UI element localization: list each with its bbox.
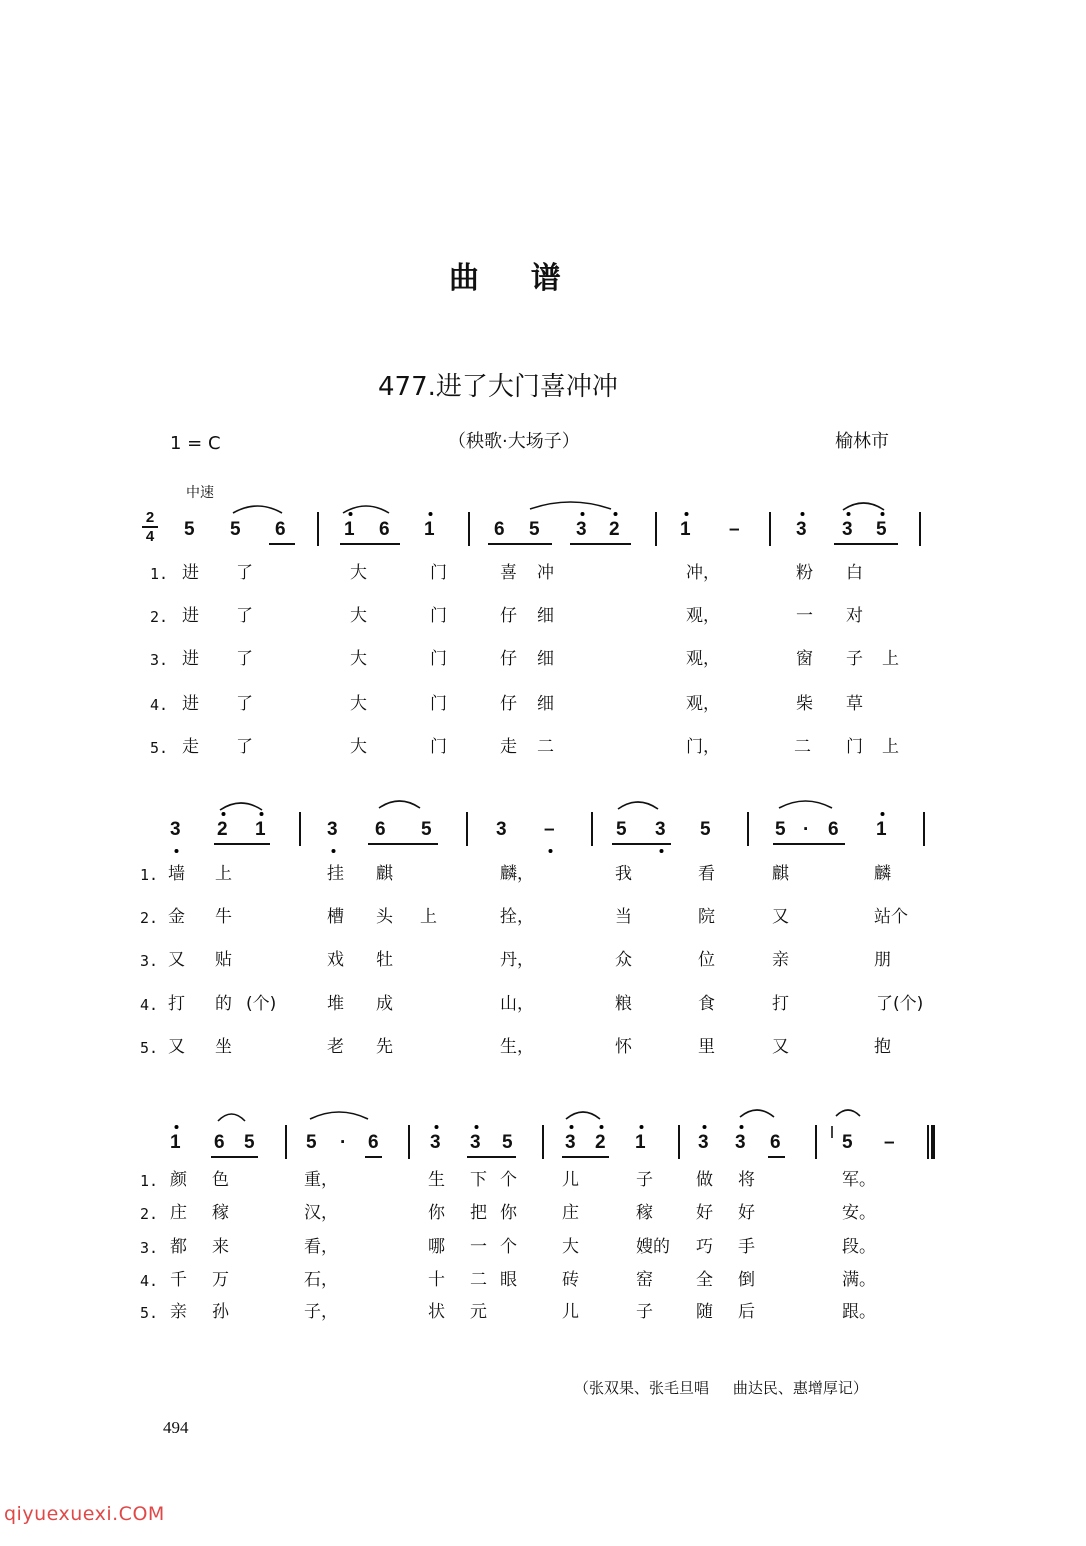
- score-note: ·: [340, 1132, 347, 1153]
- slur-arc: [843, 503, 884, 510]
- watermark: qiyuexuexi.COM: [4, 1503, 165, 1525]
- score-note: 5: [842, 1132, 853, 1153]
- lyric-syllable: 仔: [500, 606, 517, 626]
- lyric-syllable: 对: [846, 606, 863, 626]
- lyric-syllable: 位: [698, 950, 715, 970]
- lyric-syllable: 仔: [500, 694, 517, 714]
- lyric-syllable: 丹，: [500, 950, 534, 970]
- score-note: 3: [796, 519, 807, 540]
- lyric-syllable: 众: [615, 950, 632, 970]
- score-note: 3: [170, 819, 181, 840]
- lyric-syllable: 大: [350, 737, 367, 757]
- score-note: 3: [735, 1132, 746, 1153]
- lyric-syllable: 看，: [304, 1237, 338, 1257]
- verse-number: 3.: [150, 651, 169, 669]
- lyric-syllable: 庄: [562, 1203, 579, 1223]
- lyric-syllable: 汉，: [304, 1203, 338, 1223]
- lyric-syllable: 进: [182, 606, 199, 626]
- lyric-syllable: 牛: [215, 907, 232, 927]
- score-note: 5: [244, 1132, 255, 1153]
- score-note: 5: [502, 1132, 513, 1153]
- score-note: 1: [680, 519, 691, 540]
- lyric-syllable: 了: [236, 694, 253, 714]
- score-note: 6: [375, 819, 386, 840]
- slur-arc: [220, 803, 262, 810]
- verse-number: 1.: [140, 1172, 159, 1190]
- lyric-syllable: 走: [182, 737, 199, 757]
- lyric-syllable: 门: [430, 737, 447, 757]
- score-note: 5: [306, 1132, 317, 1153]
- lyric-syllable: 山，: [500, 994, 534, 1014]
- lyric-syllable: 挂: [327, 864, 344, 884]
- lyric-syllable: 麟，: [500, 864, 534, 884]
- score-note: 5: [876, 519, 887, 540]
- octave-dot-high: [475, 1125, 479, 1129]
- slur-arc: [310, 1112, 368, 1119]
- lyric-syllable: 上: [215, 864, 232, 884]
- lyric-syllable: 粮: [615, 994, 632, 1014]
- lyric-syllable: 进: [182, 649, 199, 669]
- lyric-syllable: 儿: [562, 1170, 579, 1190]
- lyric-syllable: 我: [615, 864, 632, 884]
- lyric-syllable: 子，: [304, 1302, 338, 1322]
- lyric-syllable: 贴: [215, 950, 232, 970]
- lyric-syllable: 好: [738, 1203, 755, 1223]
- lyric-syllable: 又: [772, 1037, 789, 1057]
- lyric-syllable: 成: [376, 994, 393, 1014]
- song-region: 榆林市: [835, 431, 889, 452]
- verse-number: 2.: [150, 608, 169, 626]
- lyric-syllable: 安。: [842, 1203, 876, 1223]
- lyric-syllable: 下: [470, 1170, 487, 1190]
- slur-arc: [740, 1110, 774, 1117]
- lyric-syllable: 院: [698, 907, 715, 927]
- octave-dot-high: [847, 512, 851, 516]
- score-note: 2: [609, 519, 620, 540]
- slur-arc: [779, 801, 832, 808]
- lyric-syllable: 大: [350, 694, 367, 714]
- octave-dot-high: [703, 1125, 707, 1129]
- verse-number: 5.: [140, 1039, 159, 1057]
- lyric-syllable: 上: [882, 649, 899, 669]
- score-note: 1: [344, 519, 355, 540]
- fermata-arc: [836, 1110, 860, 1116]
- verse-number: 3.: [140, 1239, 159, 1257]
- score-note: 3: [496, 819, 507, 840]
- performer-credit: （张双果、张毛旦唱 曲达民、惠增厚记）: [574, 1379, 868, 1397]
- lyric-syllable: 稼: [636, 1203, 653, 1223]
- lyric-syllable: 打: [772, 994, 789, 1014]
- score-note: ·: [803, 819, 810, 840]
- octave-dot-high: [640, 1125, 644, 1129]
- lyric-syllable: 大: [350, 649, 367, 669]
- lyric-syllable: 粉: [796, 563, 813, 583]
- lyric-syllable: 好: [696, 1203, 713, 1223]
- score-note: 5: [184, 519, 195, 540]
- lyric-syllable: 墙: [168, 864, 185, 884]
- lyric-syllable: 军。: [842, 1170, 876, 1190]
- lyric-syllable: 冲，: [686, 563, 720, 583]
- lyric-syllable: 万: [212, 1270, 229, 1290]
- lyric-syllable: 门，: [686, 737, 720, 757]
- lyric-syllable: 哪: [428, 1237, 445, 1257]
- lyric-syllable: 手: [738, 1237, 755, 1257]
- score-note: 3: [842, 519, 853, 540]
- lyric-syllable: 窑: [636, 1270, 653, 1290]
- lyric-syllable: 老: [327, 1037, 344, 1057]
- score-note: 5: [616, 819, 627, 840]
- lyric-syllable: 草: [846, 694, 863, 714]
- score-note: 3: [655, 819, 666, 840]
- lyric-syllable: 牡: [376, 950, 393, 970]
- lyric-syllable: 观，: [686, 694, 720, 714]
- verse-number: 5.: [140, 1304, 159, 1322]
- lyric-syllable: 走: [500, 737, 517, 757]
- score-note: 3: [698, 1132, 709, 1153]
- song-title: 477.进了大门喜冲冲: [378, 372, 618, 402]
- slur-arc: [343, 506, 389, 513]
- verse-number: 4.: [150, 696, 169, 714]
- lyric-syllable: 你: [500, 1203, 517, 1223]
- octave-dot-high: [570, 1125, 574, 1129]
- lyric-syllable: 个: [500, 1237, 517, 1257]
- lyric-syllable: 白: [846, 563, 863, 583]
- lyric-syllable: 了: [236, 649, 253, 669]
- lyric-syllable: 元: [470, 1302, 487, 1322]
- lyric-syllable: 生，: [500, 1037, 534, 1057]
- lyric-syllable: 门: [430, 606, 447, 626]
- score-note: 2: [217, 819, 228, 840]
- lyric-syllable: 十: [428, 1270, 445, 1290]
- lyric-syllable: 拴，: [500, 907, 534, 927]
- lyric-syllable: 亲: [170, 1302, 187, 1322]
- score-note: 6: [368, 1132, 379, 1153]
- octave-dot-high: [222, 812, 226, 816]
- octave-dot-high: [175, 1125, 179, 1129]
- lyric-syllable: 随: [696, 1302, 713, 1322]
- lyric-syllable: 你: [428, 1203, 445, 1223]
- time-signature-top: 2: [145, 509, 155, 526]
- lyric-syllable: 段。: [842, 1237, 876, 1257]
- score-note: 1: [255, 819, 266, 840]
- lyric-syllable: 嫂的: [636, 1237, 670, 1257]
- lyric-syllable: 都: [170, 1237, 187, 1257]
- lyric-syllable: 又: [168, 950, 185, 970]
- octave-dot-low: [660, 849, 664, 853]
- lyric-syllable: 子: [636, 1170, 653, 1190]
- lyric-syllable: 生: [428, 1170, 445, 1190]
- score-note: –: [884, 1132, 895, 1153]
- lyric-syllable: 进: [182, 563, 199, 583]
- slur-arc: [618, 802, 658, 809]
- score-note: 1: [170, 1132, 181, 1153]
- lyric-syllable: 子: [846, 649, 863, 669]
- slur-arc: [233, 506, 282, 513]
- lyric-syllable: 观，: [686, 606, 720, 626]
- score-note: 2: [595, 1132, 606, 1153]
- lyric-syllable: 大: [562, 1237, 579, 1257]
- lyric-syllable: 做: [696, 1170, 713, 1190]
- key-signature: 1 = C: [170, 433, 221, 454]
- verse-number: 1.: [150, 565, 169, 583]
- octave-dot-high: [349, 512, 353, 516]
- score-note: 3: [470, 1132, 481, 1153]
- lyric-syllable: 跟。: [842, 1302, 876, 1322]
- slur-arc: [218, 1114, 245, 1121]
- lyric-syllable: 大: [350, 606, 367, 626]
- verse-number: 4.: [140, 1272, 159, 1290]
- score-note: 5: [700, 819, 711, 840]
- lyric-syllable: 进: [182, 694, 199, 714]
- lyric-syllable: 柴: [796, 694, 813, 714]
- lyric-syllable: 满。: [842, 1270, 876, 1290]
- verse-number: 5.: [150, 739, 169, 757]
- lyric-syllable: 朋: [874, 950, 891, 970]
- score-note: 6: [770, 1132, 781, 1153]
- song-genre: （秧歌·大场子）: [448, 431, 580, 452]
- octave-dot-high: [614, 512, 618, 516]
- lyric-syllable: 全: [696, 1270, 713, 1290]
- lyric-syllable: 堆: [327, 994, 344, 1014]
- lyric-syllable: 上: [420, 907, 437, 927]
- lyric-syllable: 稼: [212, 1203, 229, 1223]
- octave-dot-high: [685, 512, 689, 516]
- lyric-syllable: 色: [212, 1170, 229, 1190]
- lyric-syllable: 头: [376, 907, 393, 927]
- page-number: 494: [163, 1418, 189, 1437]
- lyric-syllable: 石，: [304, 1270, 338, 1290]
- lyric-syllable: 门: [430, 563, 447, 583]
- score-note: 1: [876, 819, 887, 840]
- lyric-syllable: 看: [698, 864, 715, 884]
- lyric-syllable: 一: [470, 1237, 487, 1257]
- lyric-syllable: 后: [738, 1302, 755, 1322]
- lyric-syllable: 巧: [696, 1237, 713, 1257]
- verse-number: 1.: [140, 866, 159, 884]
- lyric-syllable: 当: [615, 907, 632, 927]
- octave-dot-high: [881, 512, 885, 516]
- verse-number: 2.: [140, 909, 159, 927]
- lyric-syllable: 戏: [327, 950, 344, 970]
- octave-dot-high: [801, 512, 805, 516]
- lyric-syllable: 站个: [874, 907, 908, 927]
- slur-arc: [566, 1112, 600, 1119]
- score-note: –: [544, 819, 555, 840]
- lyric-syllable: 先: [376, 1037, 393, 1057]
- score-note: 5: [775, 819, 786, 840]
- lyric-syllable: 里: [698, 1037, 715, 1057]
- lyric-syllable: 二: [470, 1270, 487, 1290]
- lyric-syllable: 来: [212, 1237, 229, 1257]
- lyric-syllable: 庄: [170, 1203, 187, 1223]
- lyric-syllable: 状: [428, 1302, 445, 1322]
- lyric-syllable: 二: [794, 737, 811, 757]
- lyric-syllable: 儿: [562, 1302, 579, 1322]
- lyric-syllable: 细: [537, 694, 554, 714]
- score-note: 1: [635, 1132, 646, 1153]
- lyric-syllable: 把: [470, 1203, 487, 1223]
- verse-number: 2.: [140, 1205, 159, 1223]
- lyric-syllable: 上: [882, 737, 899, 757]
- lyric-syllable: 麟: [874, 864, 891, 884]
- score-note: 5: [421, 819, 432, 840]
- verse-number: 4.: [140, 996, 159, 1014]
- score-note: 6: [494, 519, 505, 540]
- page-heading: 曲 谱: [449, 261, 563, 296]
- lyric-syllable: 麒: [376, 864, 393, 884]
- lyric-syllable: 门: [430, 694, 447, 714]
- lyric-syllable: 重，: [304, 1170, 338, 1190]
- lyric-syllable: 抱: [874, 1037, 891, 1057]
- score-note: 3: [576, 519, 587, 540]
- score-note: 3: [327, 819, 338, 840]
- score-note: 6: [275, 519, 286, 540]
- score-note: –: [729, 519, 740, 540]
- lyric-syllable: 大: [350, 563, 367, 583]
- lyric-syllable: 倒: [738, 1270, 755, 1290]
- slur-arc: [379, 801, 420, 808]
- lyric-syllable: 窗: [796, 649, 813, 669]
- octave-dot-high: [600, 1125, 604, 1129]
- lyric-syllable: 细: [537, 649, 554, 669]
- lyric-syllable: 亲: [772, 950, 789, 970]
- lyric-syllable: 槽: [327, 907, 344, 927]
- lyric-syllable: 千: [170, 1270, 187, 1290]
- verse-number: 3.: [140, 952, 159, 970]
- score-note: 6: [828, 819, 839, 840]
- lyric-syllable: 又: [772, 907, 789, 927]
- score-note: 1: [424, 519, 435, 540]
- lyric-syllable: (个): [246, 994, 277, 1014]
- lyric-syllable: 观，: [686, 649, 720, 669]
- lyric-syllable: 个: [500, 1170, 517, 1190]
- lyric-syllable: 仔: [500, 649, 517, 669]
- slur-arc: [530, 502, 611, 509]
- time-signature-bottom: 4: [145, 528, 155, 545]
- score-note: 6: [214, 1132, 225, 1153]
- lyric-syllable: 孙: [212, 1302, 229, 1322]
- lyric-syllable: 二: [537, 737, 554, 757]
- score-note: 5: [230, 519, 241, 540]
- lyric-syllable: 金: [168, 907, 185, 927]
- octave-dot-high: [435, 1125, 439, 1129]
- octave-dot-low: [175, 849, 179, 853]
- score-note: 6: [379, 519, 390, 540]
- lyric-syllable: 喜: [500, 563, 517, 583]
- lyric-syllable: 细: [537, 606, 554, 626]
- lyric-syllable: 门: [846, 737, 863, 757]
- lyric-syllable: 眼: [500, 1270, 517, 1290]
- lyric-syllable: 了: [236, 563, 253, 583]
- lyric-syllable: 坐: [215, 1037, 232, 1057]
- score-note: 3: [565, 1132, 576, 1153]
- lyric-syllable: 砖: [562, 1270, 579, 1290]
- octave-dot-low: [332, 849, 336, 853]
- lyric-syllable: 一: [796, 606, 813, 626]
- octave-dot-high: [740, 1125, 744, 1129]
- octave-dot-high: [429, 512, 433, 516]
- lyric-syllable: 打: [168, 994, 185, 1014]
- lyric-syllable: 食: [698, 994, 715, 1014]
- lyric-syllable: 又: [168, 1037, 185, 1057]
- octave-dot-high: [881, 812, 885, 816]
- lyric-syllable: 子: [636, 1302, 653, 1322]
- octave-dot-low: [549, 849, 553, 853]
- tempo-marking: 中速: [186, 485, 214, 501]
- score-note: 5: [529, 519, 540, 540]
- score-note: 3: [430, 1132, 441, 1153]
- lyric-syllable: 麒: [772, 864, 789, 884]
- lyric-syllable: 的: [215, 994, 232, 1014]
- lyric-syllable: 颜: [170, 1170, 187, 1190]
- octave-dot-high: [260, 812, 264, 816]
- lyric-syllable: 门: [430, 649, 447, 669]
- lyric-syllable: 冲: [537, 563, 554, 583]
- octave-dot-high: [581, 512, 585, 516]
- lyric-syllable: 怀: [615, 1037, 632, 1057]
- lyric-syllable: 了: [236, 737, 253, 757]
- lyric-syllable: 了(个): [876, 994, 924, 1014]
- lyric-syllable: 将: [738, 1170, 755, 1190]
- lyric-syllable: 了: [236, 606, 253, 626]
